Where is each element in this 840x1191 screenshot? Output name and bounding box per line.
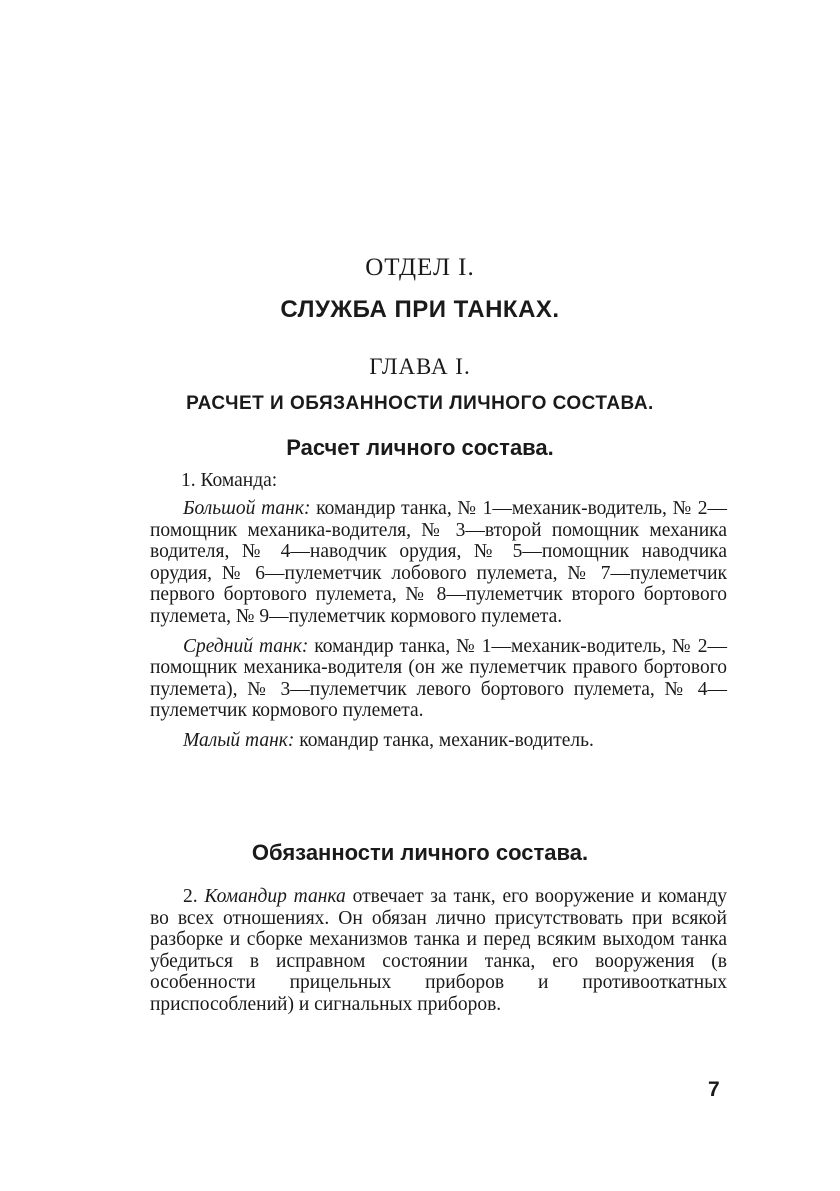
section-label: ОТДЕЛ I. [365,254,475,281]
chapter-title: РАСЧЕТ И ОБЯЗАННОСТИ ЛИЧНОГО СОСТАВА. [186,393,654,414]
crew-item-number: 1. [181,470,196,491]
heavy-tank-text: командир танка, № 1—механик-водитель, № 2—помощник механика-водителя, № 3—второй помощник механика водителя, № 4—наводчик орудия, № 5—помощник наводчика орудия, № 6—пулеметчик лобового пулемета, № 7—пулеметчик первого бортового пулемета, № 8—пулеметчик второго бортового пулемета, № 9—пулеметчик кормового пулемета. [150,498,727,627]
duties-heading: Обязанности личного состава. [251,840,589,865]
crew-item-label: Команда: [200,470,278,491]
heavy-tank-paragraph [150,498,727,628]
medium-tank-text: командир танка, № 1—механик-водитель, № 2—помощник механика-водителя (он же пулеметчик правого бортового пулемета), № 3—пулеметчик левого бортового пулемета, № 4—пулеметчик кормового пулемета. [150,635,727,722]
light-tank-lead: Малый танк: [183,729,295,751]
commander-lead: Командир танка [204,886,346,907]
light-tank-paragraph [150,730,727,752]
medium-tank-paragraph [150,636,727,722]
heavy-tank-lead: Большой танк: [183,498,311,519]
crew-paragraphs [150,498,727,752]
chapter-label: ГЛАВА I. [369,354,471,379]
commander-paragraph [150,886,727,1016]
duties-paragraphs [150,886,727,1016]
light-tank-text: командир танка, механик-водитель. [299,729,594,751]
crew-item [181,470,277,492]
section-title: СЛУЖБА ПРИ ТАНКАХ. [280,296,560,323]
commander-item-number: 2. [183,886,198,907]
medium-tank-lead: Средний танк: [183,635,309,657]
page-number: 7 [708,1078,720,1101]
commander-text: отвечает за танк, его вооружение и команду во всех отношениях. Он обязан лично присутствовать при всякой разборке и сборке механизмов танка и перед всяким выходом танка убедиться в исправном состоянии танка, его вооружения (в особенности прицельных приборов и противооткатных приспособлений) и сигнальных приборов. [150,886,727,1015]
crew-heading: Расчет личного состава. [286,435,554,460]
